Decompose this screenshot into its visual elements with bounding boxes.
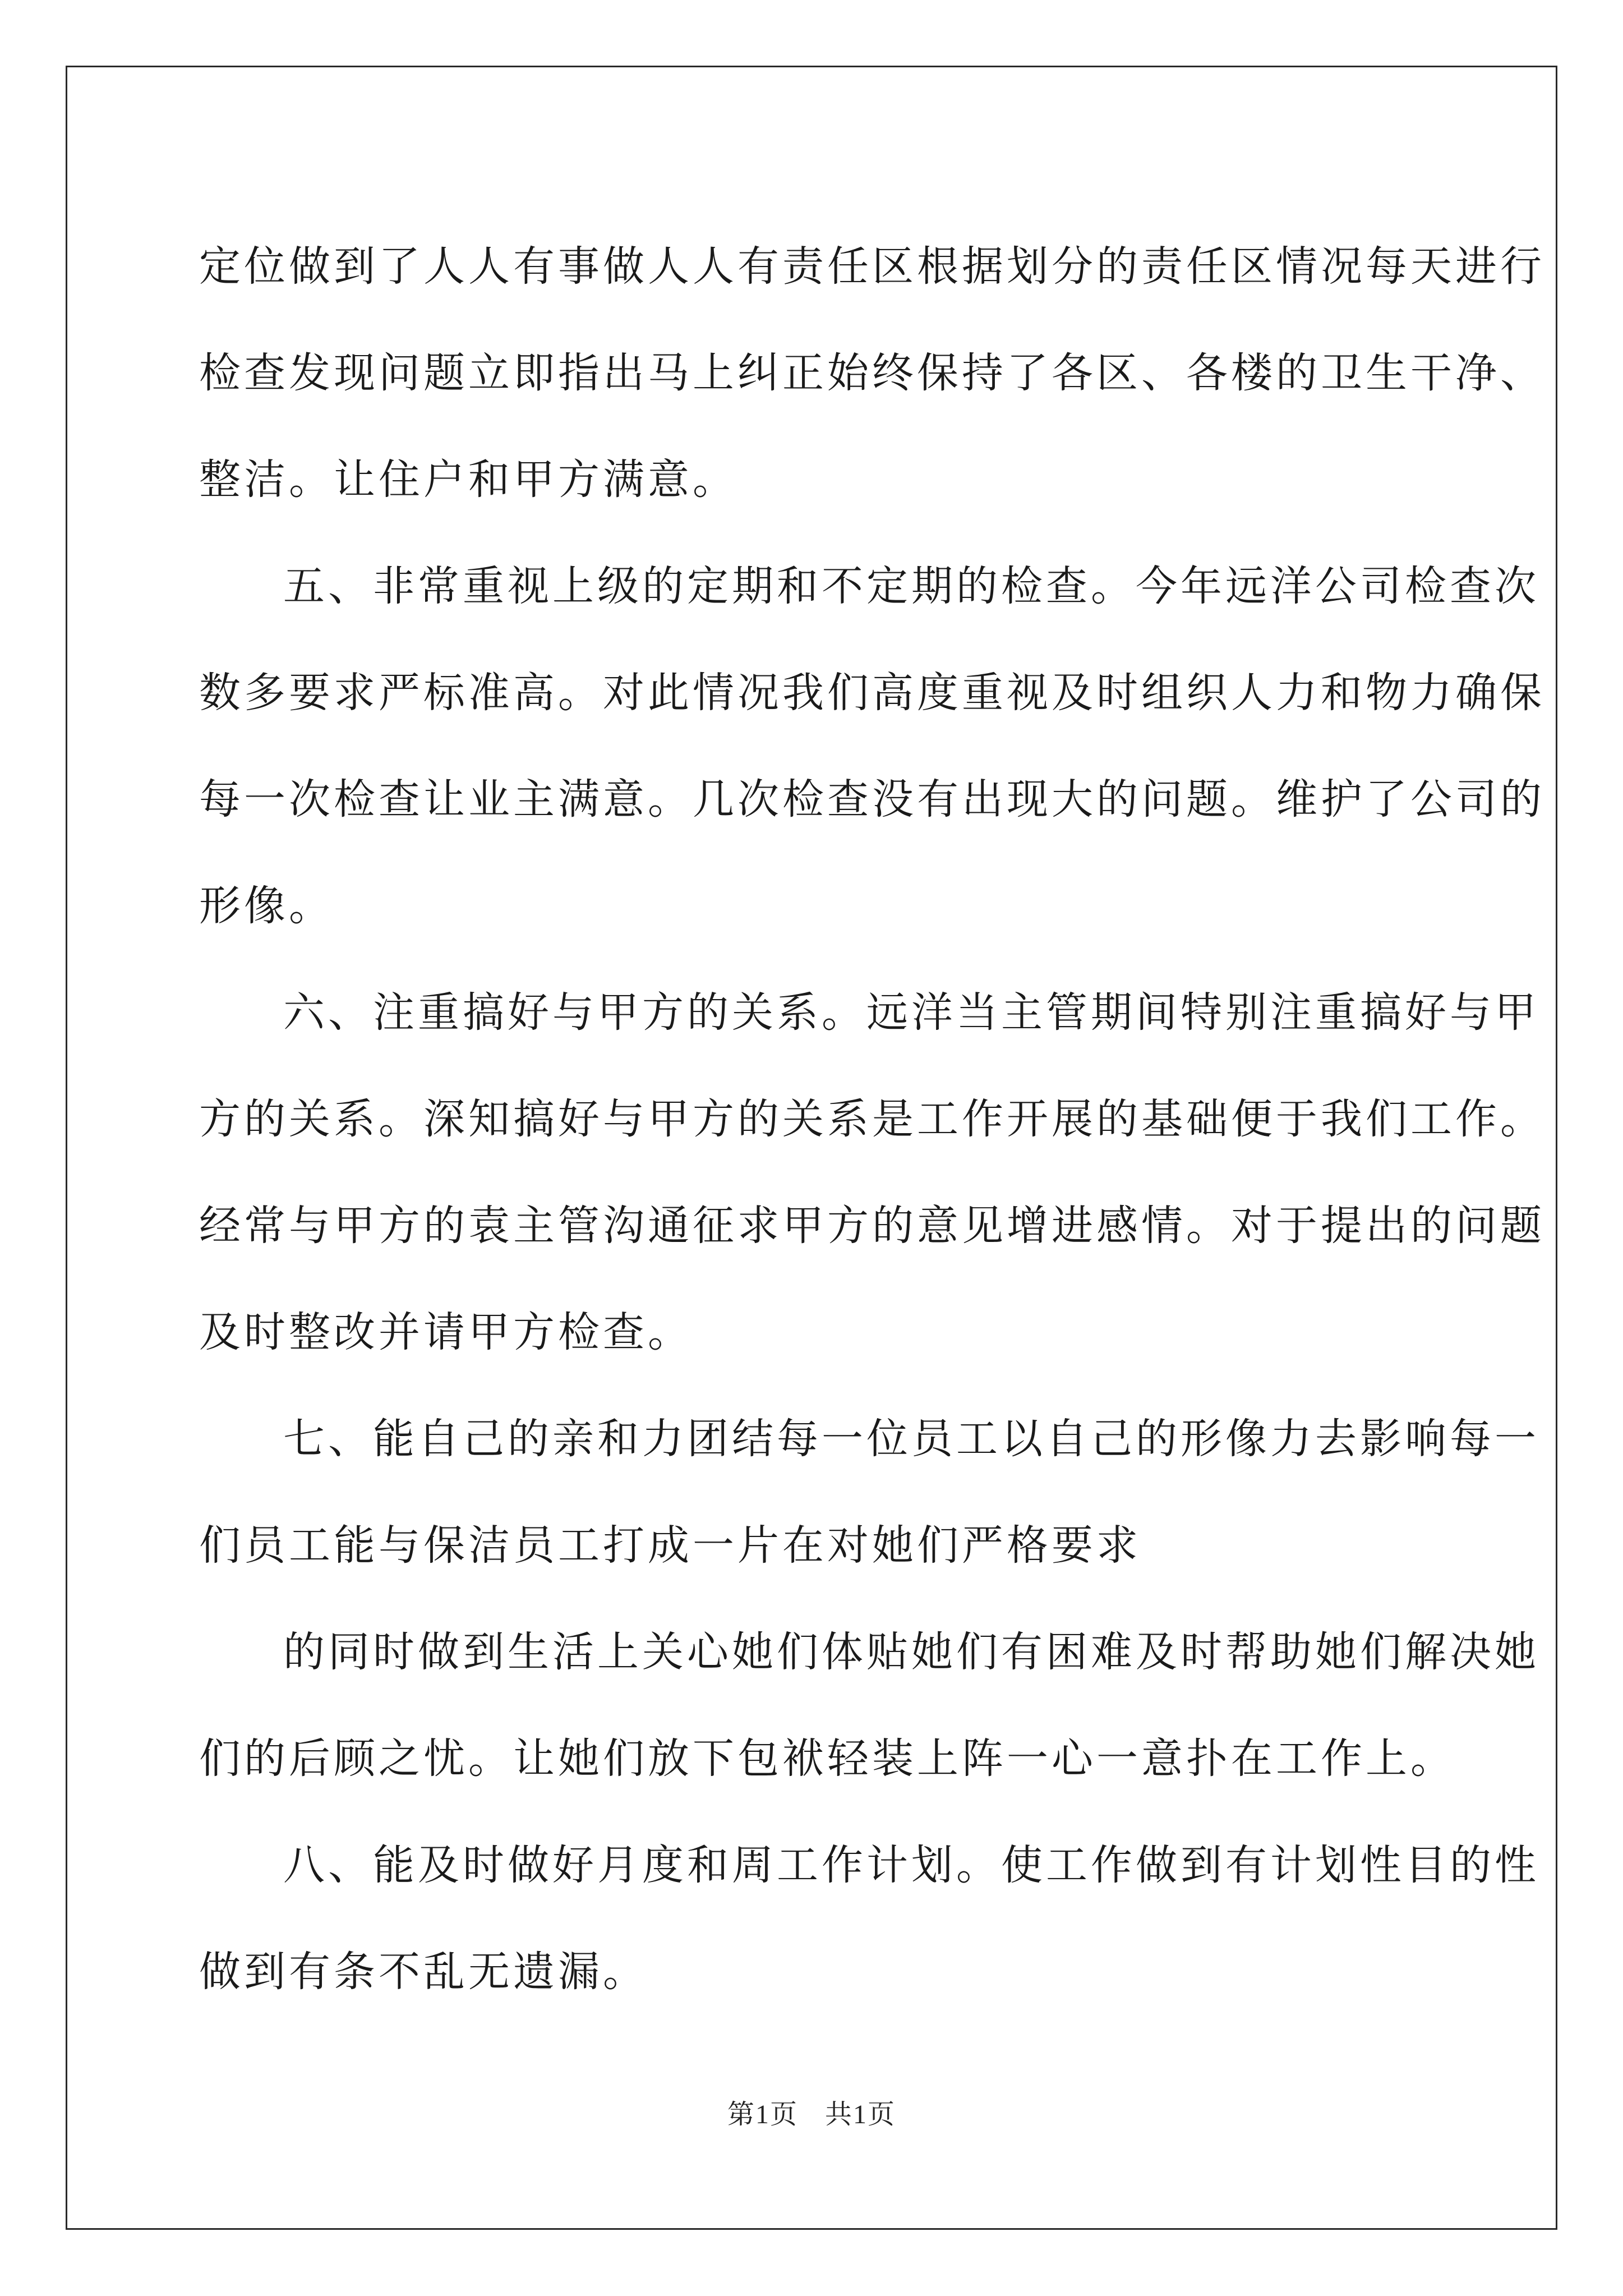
paragraph-line: 方的关系。深知搞好与甲方的关系是工作开展的基础便于我们工作。 bbox=[199, 1095, 1545, 1143]
paragraph bbox=[199, 213, 1545, 533]
paragraph-line: 检查发现问题立即指出马上纠正始终保持了各区、各楼的卫生干净、 bbox=[199, 349, 1545, 397]
paragraph bbox=[199, 1386, 1539, 1599]
paragraph-line: 每一次检查让业主满意。几次检查没有出现大的问题。维护了公司的 bbox=[199, 775, 1545, 823]
paragraph bbox=[199, 533, 1545, 959]
paragraph-line: 做到有条不乱无遗漏。 bbox=[199, 1948, 648, 1996]
paragraph bbox=[199, 1812, 1539, 2025]
paragraph-line: 形像。 bbox=[199, 882, 334, 930]
paragraph bbox=[199, 1599, 1539, 1812]
paragraph-line: 数多要求严标准高。对此情况我们高度重视及时组织人力和物力确保 bbox=[199, 669, 1545, 717]
paragraph-line: 六、注重搞好与甲方的关系。远洋当主管期间特别注重搞好与甲 bbox=[283, 988, 1539, 1037]
paragraph-line: 整洁。让住户和甲方满意。 bbox=[199, 455, 737, 504]
paragraph-line: 经常与甲方的袁主管沟通征求甲方的意见增进感情。对于提出的问题 bbox=[199, 1202, 1545, 1250]
paragraph-line: 五、非常重视上级的定期和不定期的检查。今年远洋公司检查次 bbox=[283, 562, 1539, 610]
page-number-current: 第1页 bbox=[727, 2100, 798, 2129]
paragraph-line: 的同时做到生活上关心她们体贴她们有困难及时帮助她们解决她 bbox=[283, 1628, 1539, 1676]
paragraph-line: 八、能及时做好月度和周工作计划。使工作做到有计划性目的性 bbox=[283, 1841, 1539, 1889]
page-number-total: 共1页 bbox=[825, 2100, 896, 2129]
paragraph-line: 七、能自己的亲和力团结每一位员工以自己的形像力去影响每一 bbox=[283, 1415, 1539, 1463]
paragraph-line: 们员工能与保洁员工打成一片在对她们严格要求 bbox=[199, 1521, 1141, 1570]
document-body bbox=[199, 213, 1545, 2025]
page-footer bbox=[0, 2092, 1623, 2131]
paragraph-line: 定位做到了人人有事做人人有责任区根据划分的责任区情况每天进行 bbox=[199, 242, 1545, 291]
paragraph-line: 及时整改并请甲方检查。 bbox=[199, 1308, 693, 1356]
paragraph-line: 们的后顾之忧。让她们放下包袱轻装上阵一心一意扑在工作上。 bbox=[199, 1734, 1455, 1783]
paragraph bbox=[199, 959, 1545, 1386]
